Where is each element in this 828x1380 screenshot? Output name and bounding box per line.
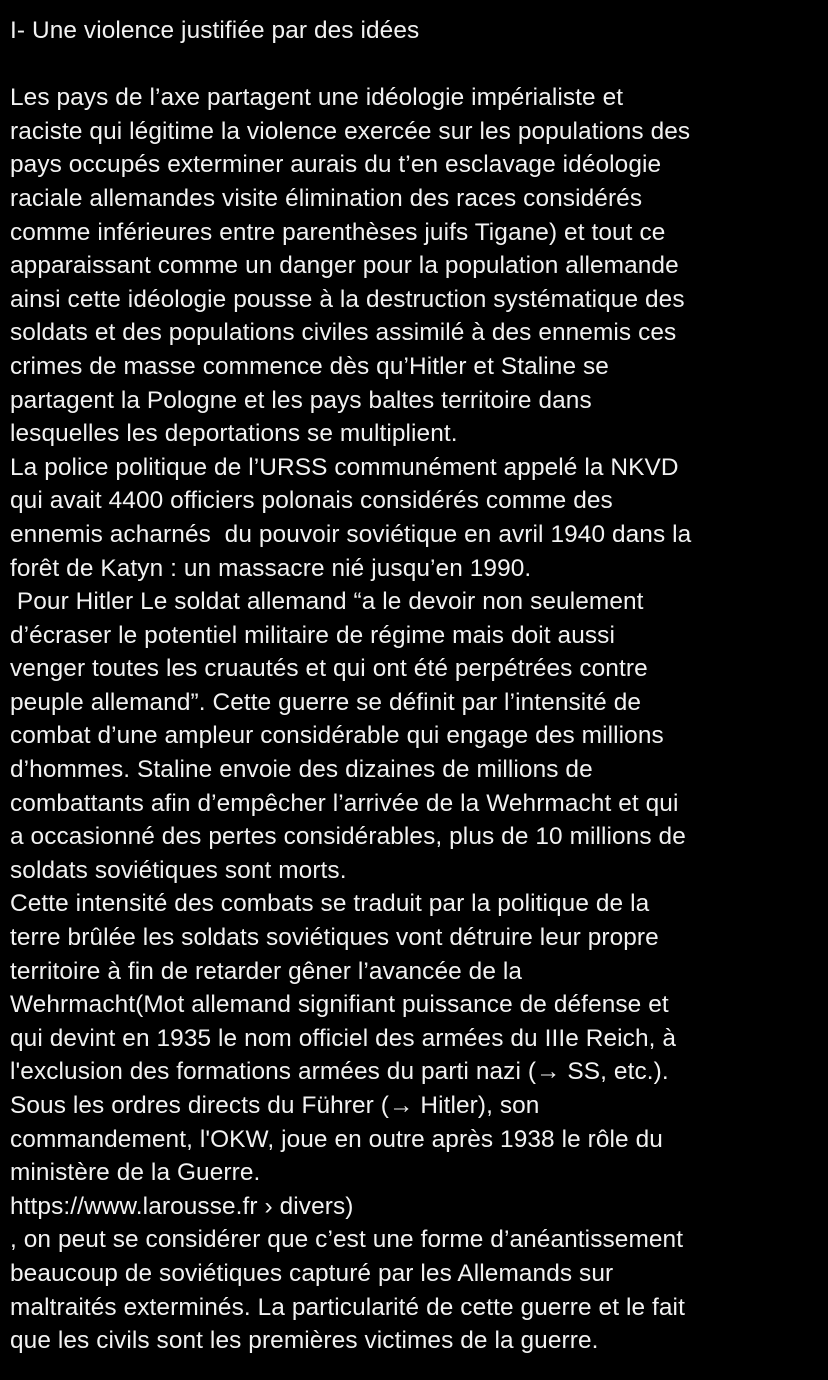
body-line: pays occupés exterminer aurais du t’en esclavage idéologie: [10, 151, 662, 179]
body-line: beaucoup de soviétiques capturé par les Allemands sur: [10, 1259, 614, 1287]
body-line: partagent la Pologne et les pays baltes territoire dans: [10, 386, 592, 414]
body-line: soldats et des populations civiles assimilé à des ennemis ces: [10, 319, 677, 347]
body-line: qui avait 4400 officiers polonais considérés comme des: [10, 487, 613, 515]
body-line: venger toutes les cruautés et qui ont été perpétrées contre: [10, 655, 648, 683]
body-line: lesquelles les deportations se multiplient.: [10, 420, 458, 448]
body-line: forêt de Katyn : un massacre nié jusqu’en 1990.: [10, 554, 532, 582]
body-line: l'exclusion des formations armées du parti nazi (→ SS, etc.).: [10, 1058, 669, 1086]
document-body: [10, 81, 818, 1358]
body-line: a occasionné des pertes considérables, plus de 10 millions de: [10, 823, 686, 851]
body-line: Les pays de l’axe partagent une idéologie impérialiste et: [10, 84, 624, 112]
body-line: combat d’une ampleur considérable qui engage des millions: [10, 722, 664, 750]
body-line: ainsi cette idéologie pousse à la destruction systématique des: [10, 285, 685, 313]
body-line: La police politique de l’URSS communément appelé la NKVD: [10, 453, 679, 481]
body-line: apparaissant comme un danger pour la population allemande: [10, 252, 679, 280]
body-line: qui devint en 1935 le nom officiel des armées du IIIe Reich, à: [10, 1024, 677, 1052]
body-line: maltraités exterminés. La particularité de cette guerre et le fait: [10, 1293, 685, 1321]
body-line: d’écraser le potentiel militaire de régime mais doit aussi: [10, 621, 615, 649]
body-line: comme inférieures entre parenthèses juifs Tigane) et tout ce: [10, 218, 666, 246]
body-line-link: https://www.larousse.fr › divers): [10, 1192, 354, 1220]
body-line: ministère de la Guerre.: [10, 1159, 261, 1187]
body-line: crimes de masse commence dès qu’Hitler et Staline se: [10, 352, 609, 380]
body-line: combattants afin d’empêcher l’arrivée de la Wehrmacht et qui: [10, 789, 679, 817]
blank-line: [10, 48, 818, 82]
body-line: Pour Hitler Le soldat allemand “a le devoir non seulement: [10, 588, 644, 616]
body-line: , on peut se considérer que c’est une forme d’anéantissement: [10, 1226, 684, 1254]
body-line: soldats soviétiques sont morts.: [10, 856, 347, 884]
body-line: territoire à fin de retarder gêner l’avancée de la: [10, 957, 523, 985]
body-line: Wehrmacht(Mot allemand signifiant puissance de défense et: [10, 991, 669, 1019]
body-line: raciale allemandes visite élimination des races considérés: [10, 184, 643, 212]
body-line: Cette intensité des combats se traduit par la politique de la: [10, 890, 650, 918]
body-line: que les civils sont les premières victimes de la guerre.: [10, 1327, 599, 1355]
body-line: commandement, l'OKW, joue en outre après 1938 le rôle du: [10, 1125, 663, 1153]
body-line: terre brûlée les soldats soviétiques vont détruire leur propre: [10, 924, 659, 952]
body-line: d’hommes. Staline envoie des dizaines de millions de: [10, 756, 593, 784]
body-line: peuple allemand”. Cette guerre se définit par l’intensité de: [10, 688, 642, 716]
body-line: ennemis acharnés du pouvoir soviétique en avril 1940 dans la: [10, 520, 692, 548]
document-heading: I- Une violence justifiée par des idées: [10, 17, 420, 44]
body-line: Sous les ordres directs du Führer (→ Hitler), son: [10, 1092, 540, 1119]
body-line: raciste qui légitime la violence exercée sur les populations des: [10, 117, 691, 145]
